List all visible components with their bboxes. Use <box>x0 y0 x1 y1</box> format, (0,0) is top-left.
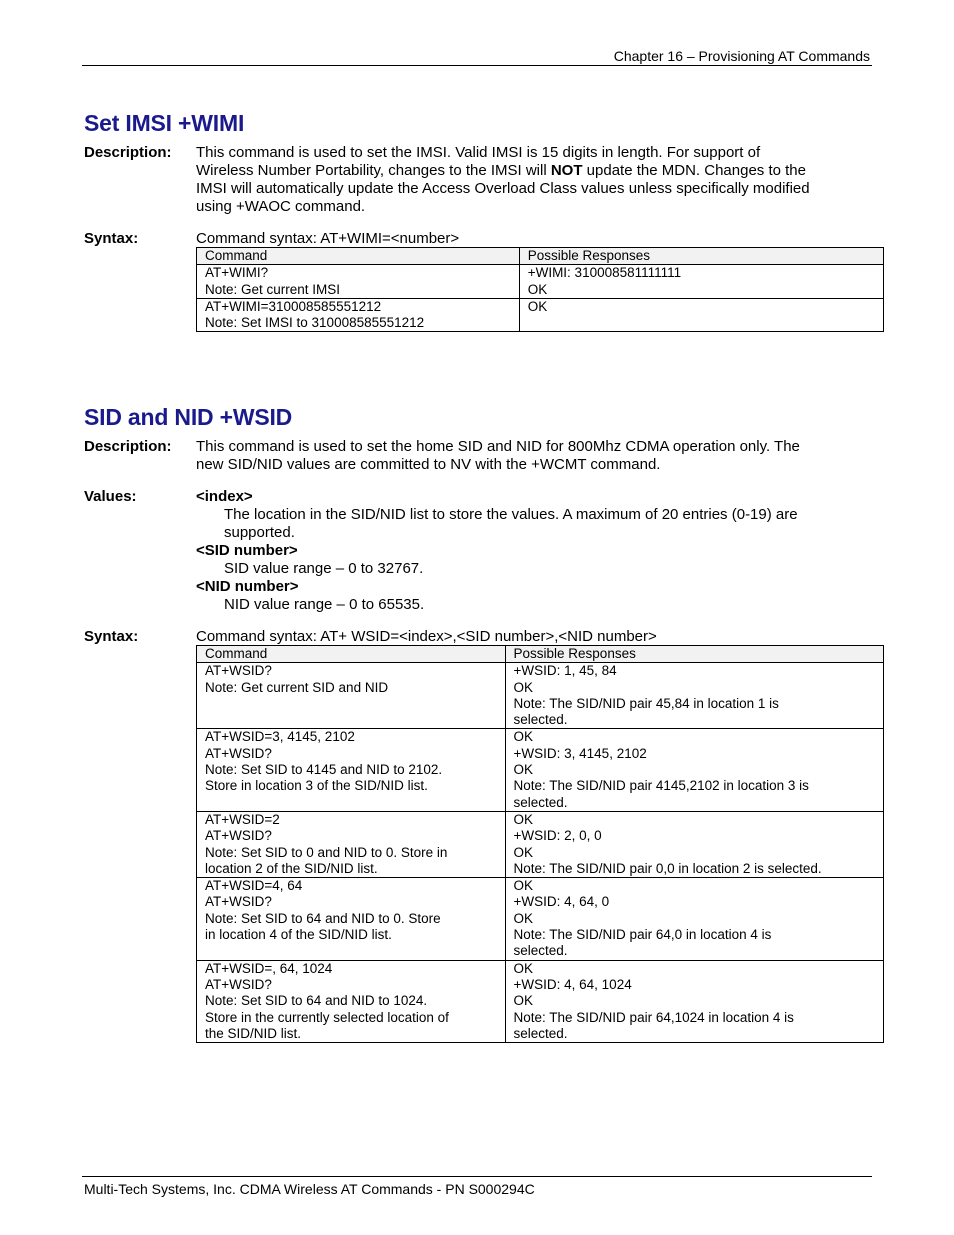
table-header-row <box>197 646 884 663</box>
response-cell: +WIMI: 310008581111111 OK <box>519 265 883 299</box>
table-row <box>197 265 884 299</box>
wimi-syntax: Command syntax: AT+WIMI=<number> <box>196 230 460 247</box>
wimi-description <box>196 144 810 216</box>
footer-divider <box>82 1176 872 1177</box>
wsid-values-label: Values: <box>84 488 137 505</box>
response-cell: OK <box>519 298 883 332</box>
section-title-wimi: Set IMSI +WIMI <box>84 110 245 136</box>
wsid-command-table <box>196 645 884 1043</box>
emphasis-not: NOT <box>550 162 583 179</box>
command-cell: AT+WSID=4, 64 AT+WSID? Note: Set SID to 64 and NID to 0. Store in location 4 of the SID/NID list. <box>197 878 506 960</box>
command-cell: AT+WSID=, 64, 1024 AT+WSID? Note: Set SID to 64 and NID to 1024. Store in the currently selected location of the SID/NID list. <box>197 960 506 1042</box>
page-header-chapter: Chapter 16 – Provisioning AT Commands <box>613 48 870 64</box>
wsid-description-line: This command is used to set the home SID and NID for 800Mhz CDMA operation only. The <box>196 438 800 455</box>
column-header-command: Command <box>197 646 506 663</box>
wsid-description-label: Description: <box>84 438 172 455</box>
response-cell: OK +WSID: 4, 64, 1024 OK Note: The SID/NID pair 64,1024 in location 4 is selected. <box>505 960 883 1042</box>
response-cell: OK +WSID: 3, 4145, 2102 OK Note: The SID/NID pair 4145,2102 in location 3 is selected. <box>505 729 883 811</box>
table-row <box>197 811 884 877</box>
header-divider <box>82 65 872 66</box>
response-cell: OK +WSID: 4, 64, 0 OK Note: The SID/NID pair 64,0 in location 4 is selected. <box>505 878 883 960</box>
wimi-description-line: This command is used to set the IMSI. Valid IMSI is 15 digits in length. For support of <box>196 144 761 161</box>
wimi-description-line: IMSI will automatically update the Access Overload Class values unless specifically modified <box>196 180 810 197</box>
wimi-description-line: Wireless Number Portability, changes to the IMSI will NOT update the MDN. Changes to the <box>196 162 806 179</box>
value-name-nid: <NID number> <box>196 578 299 595</box>
wsid-description-line: new SID/NID values are committed to NV with the +WCMT command. <box>196 456 661 473</box>
value-desc-index: The location in the SID/NID list to store the values. A maximum of 20 entries (0-19) are supported. <box>224 506 798 541</box>
column-header-responses: Possible Responses <box>505 646 883 663</box>
table-row <box>197 298 884 332</box>
value-name-sid: <SID number> <box>196 542 298 559</box>
command-cell: AT+WSID=2 AT+WSID? Note: Set SID to 0 and NID to 0. Store in location 2 of the SID/NID list. <box>197 811 506 877</box>
column-header-responses: Possible Responses <box>519 248 883 265</box>
value-desc-sid: SID value range – 0 to 32767. <box>224 560 424 577</box>
command-cell: AT+WSID? Note: Get current SID and NID <box>197 663 506 729</box>
wsid-description <box>196 438 800 474</box>
response-cell: +WSID: 1, 45, 84 OK Note: The SID/NID pair 45,84 in location 1 is selected. <box>505 663 883 729</box>
table-row <box>197 663 884 729</box>
value-desc-nid: NID value range – 0 to 65535. <box>224 596 425 613</box>
column-header-command: Command <box>197 248 520 265</box>
wimi-syntax-label: Syntax: <box>84 230 139 247</box>
wimi-description-line: using +WAOC command. <box>196 198 366 215</box>
table-row <box>197 878 884 960</box>
command-cell: AT+WIMI? Note: Get current IMSI <box>197 265 520 299</box>
command-cell: AT+WSID=3, 4145, 2102 AT+WSID? Note: Set SID to 4145 and NID to 2102. Store in location 3 of the SID/NID list. <box>197 729 506 811</box>
command-cell: AT+WIMI=310008585551212 Note: Set IMSI to 310008585551212 <box>197 298 520 332</box>
section-title-wsid: SID and NID +WSID <box>84 404 293 430</box>
table-row <box>197 729 884 811</box>
table-header-row <box>197 248 884 265</box>
page-footer: Multi-Tech Systems, Inc. CDMA Wireless AT Commands - PN S000294C <box>84 1181 535 1197</box>
wimi-command-table <box>196 247 884 332</box>
table-row <box>197 960 884 1042</box>
wsid-syntax-label: Syntax: <box>84 628 139 645</box>
response-cell: OK +WSID: 2, 0, 0 OK Note: The SID/NID pair 0,0 in location 2 is selected. <box>505 811 883 877</box>
wsid-syntax: Command syntax: AT+ WSID=<index>,<SID number>,<NID number> <box>196 628 657 645</box>
wimi-description-label: Description: <box>84 144 172 161</box>
value-name-index: <index> <box>196 488 253 505</box>
